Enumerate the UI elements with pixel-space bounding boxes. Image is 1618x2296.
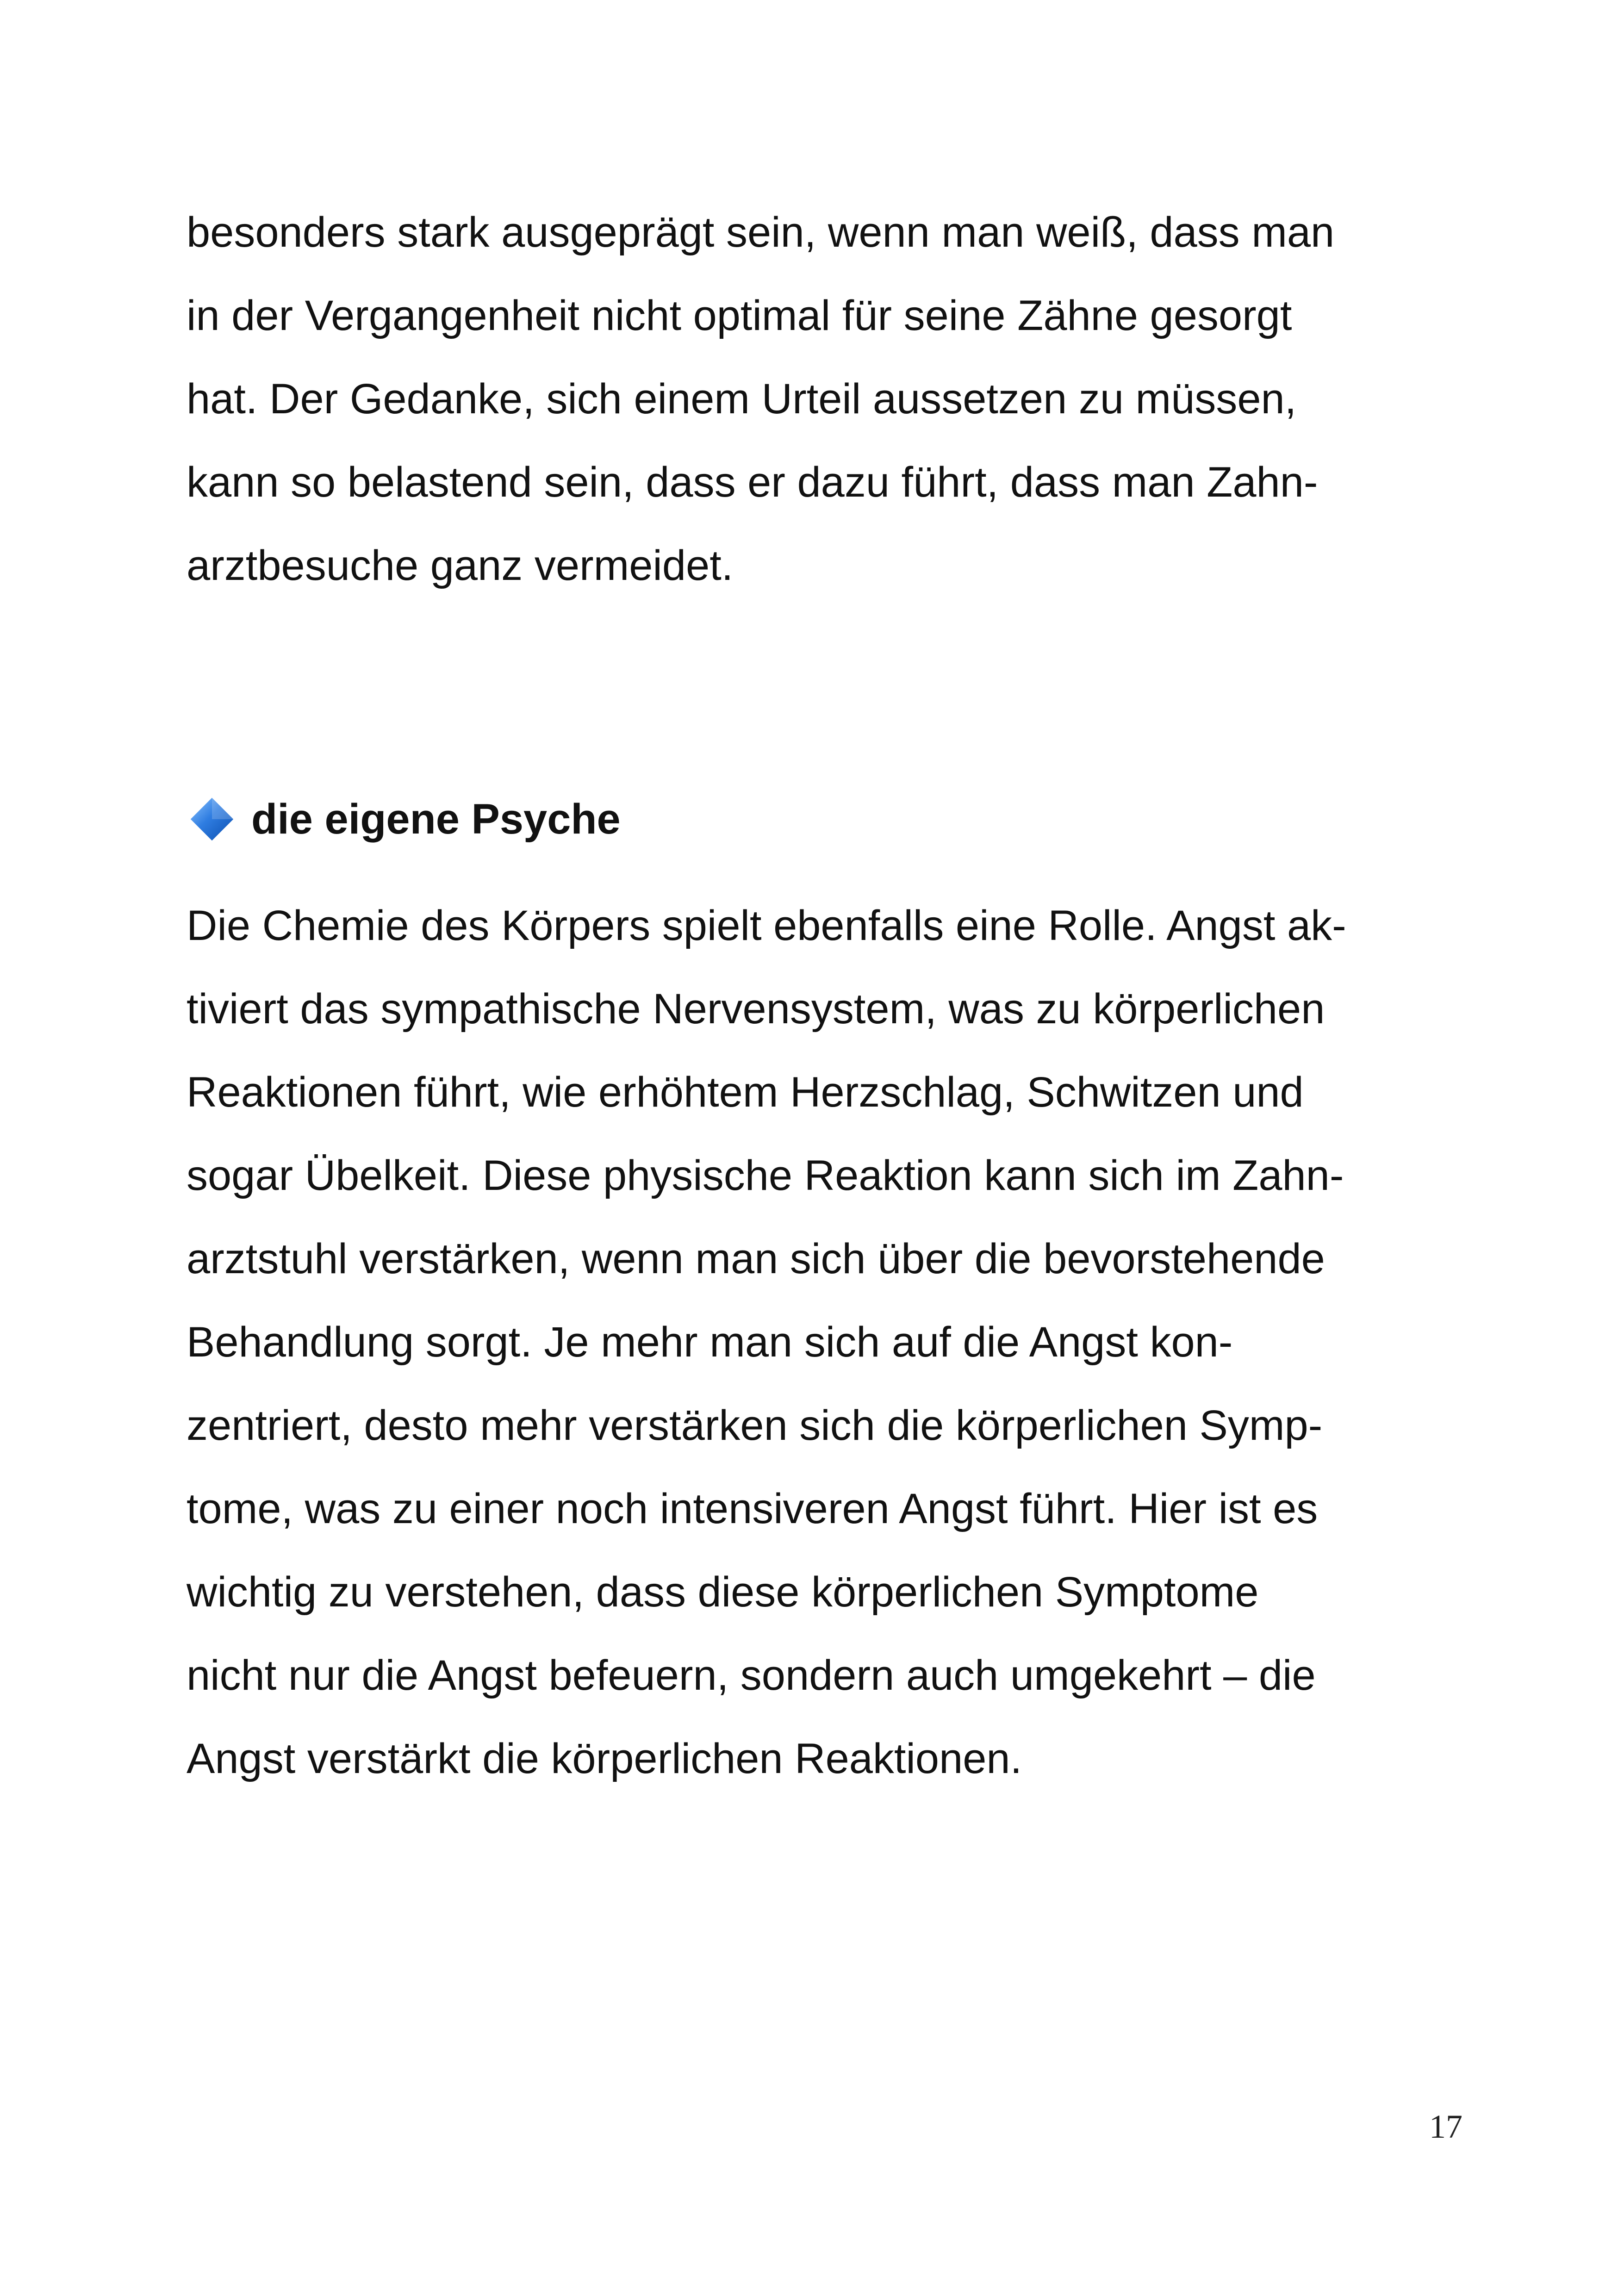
paragraph-line: arztbesuche ganz vermeidet.	[187, 542, 734, 589]
paragraph-line: besonders stark ausgeprägt sein, wenn man weiß, dass man	[187, 209, 1335, 256]
paragraph-line: tome, was zu einer noch intensiveren Angst führt. Hier ist es	[187, 1485, 1318, 1532]
continued-paragraph	[187, 191, 1464, 607]
paragraph-line: sogar Übelkeit. Diese physische Reaktion kann sich im Zahn-	[187, 1152, 1344, 1199]
paragraph-line: Behandlung sorgt. Je mehr man sich auf die Angst kon-	[187, 1319, 1233, 1366]
paragraph-line: wichtig zu verstehen, dass diese körperlichen Symptome	[187, 1568, 1259, 1616]
paragraph-line: nicht nur die Angst befeuern, sondern auch umgekehrt – die	[187, 1652, 1316, 1699]
section-heading	[187, 787, 621, 852]
section-heading-text: die eigene Psyche	[251, 796, 621, 843]
page-number: 17	[1429, 2108, 1462, 2145]
paragraph-line: Reaktionen führt, wie erhöhtem Herzschlag, Schwitzen und	[187, 1069, 1304, 1116]
paragraph-line: zentriert, desto mehr verstärken sich die körperlichen Symp-	[187, 1402, 1323, 1449]
section-paragraph	[187, 884, 1464, 1800]
paragraph-line: hat. Der Gedanke, sich einem Urteil aussetzen zu müssen,	[187, 375, 1297, 423]
paragraph-line: in der Vergangenheit nicht optimal für seine Zähne gesorgt	[187, 292, 1292, 339]
paragraph-line: arztstuhl verstärken, wenn man sich über die bevorstehende	[187, 1235, 1325, 1282]
blue-diamond-icon	[187, 794, 237, 845]
paragraph-line: tiviert das sympathische Nervensystem, was zu körperlichen	[187, 985, 1325, 1033]
paragraph-line: Angst verstärkt die körperlichen Reaktionen.	[187, 1735, 1022, 1782]
paragraph-line: Die Chemie des Körpers spielt ebenfalls eine Rolle. Angst ak-	[187, 902, 1346, 949]
paragraph-line: kann so belastend sein, dass er dazu führt, dass man Zahn-	[187, 459, 1318, 506]
